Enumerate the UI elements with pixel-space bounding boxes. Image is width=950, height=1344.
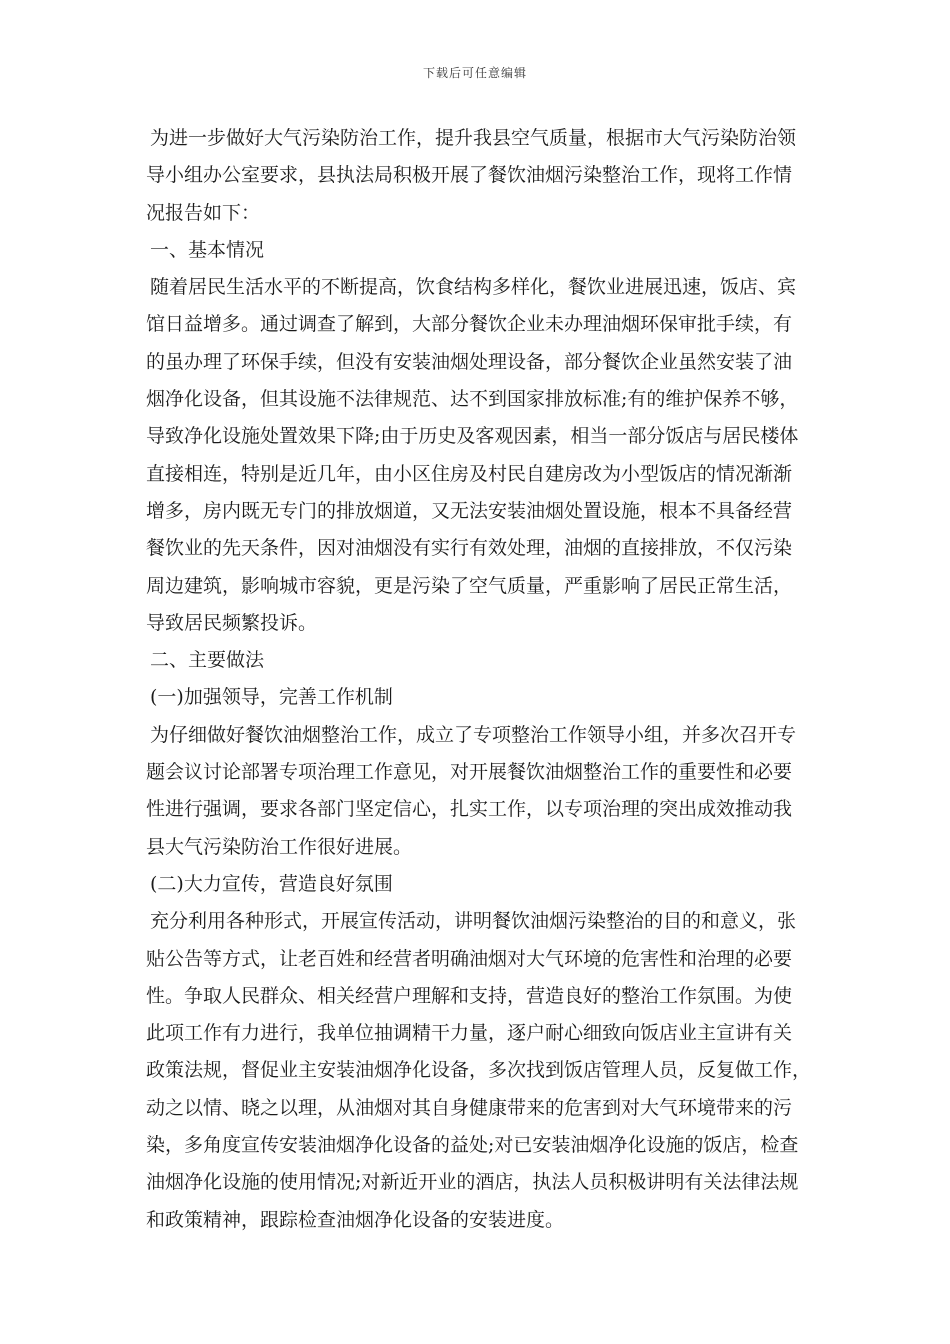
text-line: 况报告如下：: [146, 201, 261, 224]
text-line: 题会议讨论部署专项治理工作意见，对开展餐饮油烟整治工作的重要性和必要: [146, 761, 793, 784]
text-line: (一)加强领导，完善工作机制: [150, 686, 393, 709]
text-line: 馆日益增多。通过调查了解到，大部分餐饮企业未办理油烟环保审批手续，有: [146, 313, 793, 336]
text-line: 和政策精神，跟踪检查油烟净化设备的安装进度。: [146, 1208, 565, 1231]
text-line: 增多，房内既无专门的排放烟道，又无法安装油烟处置设施，根本不具备经营: [146, 499, 793, 522]
text-line: 此项工作有力进行，我单位抽调精干力量，逐户耐心细致向饭店业主宣讲有关: [146, 1022, 793, 1045]
text-line: 染，多角度宣传安装油烟净化设备的益处;对已安装油烟净化设施的饭店，检查: [146, 1134, 799, 1157]
text-line: 导致居民频繁投诉。: [146, 611, 318, 634]
text-line: 二、主要做法: [150, 649, 265, 672]
text-line: 性。争取人民群众、相关经营户理解和支持，营造良好的整治工作氛围。为使: [146, 984, 793, 1007]
text-line: 的虽办理了环保手续，但没有安装油烟处理设备，部分餐饮企业虽然安装了油: [146, 350, 793, 373]
text-line: 性进行强调，要求各部门坚定信心，扎实工作，以专项治理的突出成效推动我: [146, 798, 793, 821]
text-line: 为仔细做好餐饮油烟整治工作，成立了专项整治工作领导小组，并多次召开专: [150, 723, 797, 746]
document-body: [146, 120, 818, 1239]
text-line: 充分利用各种形式，开展宣传活动，讲明餐饮油烟污染整治的目的和意义，张: [150, 910, 797, 933]
text-line: 动之以情、晓之以理，从油烟对其自身健康带来的危害到对大气环境带来的污: [146, 1096, 793, 1119]
text-line: 政策法规，督促业主安装油烟净化设备，多次找到饭店管理人员，反复做工作，: [146, 1059, 812, 1082]
text-line: 县大气污染防治工作很好进展。: [146, 835, 413, 858]
text-line: 周边建筑，影响城市容貌，更是污染了空气质量，严重影响了居民正常生活，: [146, 574, 793, 597]
text-line: 餐饮业的先天条件，因对油烟没有实行有效处理，油烟的直接排放，不仅污染: [146, 537, 793, 560]
text-line: 一、基本情况: [150, 238, 265, 261]
text-line: 直接相连，特别是近几年，由小区住房及村民自建房改为小型饭店的情况渐渐: [146, 462, 793, 485]
text-line: 烟净化设备，但其设施不法律规范、达不到国家排放标准;有的维护保养不够，: [146, 388, 799, 411]
text-line: 随着居民生活水平的不断提高，饮食结构多样化，餐饮业进展迅速，饭店、宾: [150, 276, 797, 299]
text-line: 导小组办公室要求，县执法局积极开展了餐饮油烟污染整治工作，现将工作情: [146, 164, 793, 187]
text-line: (二)大力宣传，营造良好氛围: [150, 872, 393, 895]
header-note: 下载后可任意编辑: [422, 66, 527, 80]
text-line: 为进一步做好大气污染防治工作，提升我县空气质量，根据市大气污染防治领: [150, 127, 797, 149]
text-line: 贴公告等方式，让老百姓和经营者明确油烟对大气环境的危害性和治理的必要: [146, 947, 793, 970]
text-line: 油烟净化设施的使用情况;对新近开业的酒店，执法人员积极讲明有关法律法规: [146, 1171, 799, 1194]
text-line: 导致净化设施处置效果下降;由于历史及客观因素，相当一部分饭店与居民楼体: [146, 425, 799, 448]
